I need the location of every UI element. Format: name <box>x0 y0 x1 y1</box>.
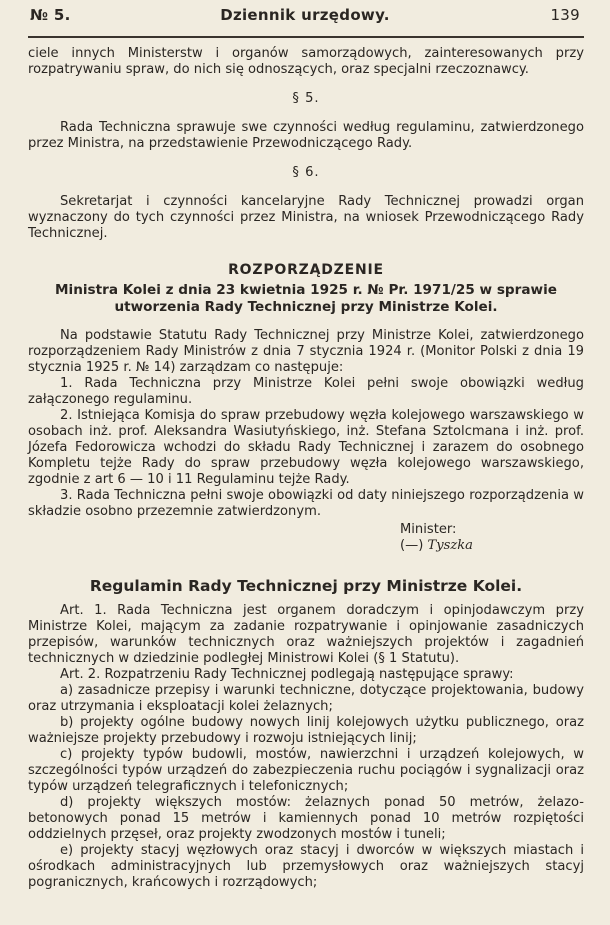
page-header <box>0 0 610 36</box>
publication-title: Dziennik urzędowy. <box>220 6 390 24</box>
signature <box>28 538 584 554</box>
regulations-title: Regulamin Rady Technicznej przy Ministrze Kolei. <box>89 577 523 595</box>
decree-point-1: 1. Rada Techniczna przy Ministrze Kolei pełni swoje obowiązki według załączonego regulaminu. <box>28 376 584 407</box>
decree-heading: ROZPORZĄDZENIE <box>228 262 384 278</box>
decree-subheading: Ministra Kolei z dnia 23 kwietnia 1925 r. № Pr. 1971/25 w sprawie utworzenia Rady Technicznej przy Ministrze Kolei. <box>55 282 557 315</box>
article-2: Art. 2. Rozpatrzeniu Rady Technicznej podlegają następujące sprawy: <box>60 667 514 682</box>
article-2-item-a: a) zasadnicze przepisy i warunki techniczne, dotyczące projektowania, budowy oraz utrzymania i eksploatacji kolei żelaznych; <box>28 683 584 714</box>
section-5-title: § 5. <box>292 91 320 106</box>
page-body <box>28 46 584 891</box>
section-5-text: Rada Techniczna sprawuje swe czynności według regulaminu, zatwierdzonego przez Ministra, na przedstawienie Przewodniczącego Rady. <box>28 120 584 151</box>
issue-number: № 5. <box>30 6 71 24</box>
signature-role: Minister: <box>400 522 457 537</box>
section-6-title: § 6. <box>292 165 320 180</box>
signature-name: Tyszka <box>427 538 473 553</box>
decree-point-3: 3. Rada Techniczna pełni swoje obowiązki od daty niniejszego rozporządzenia w składzie osobno przezemnie zatwierdzonym. <box>28 488 584 519</box>
section-6-text: Sekretarjat i czynności kancelaryjne Rady Technicznej prowadzi organ wyznaczony do tych czynności przez Ministra, na wniosek Przewodniczącego Rady Technicznej. <box>28 194 584 241</box>
header-rule <box>28 36 584 38</box>
page-number: 139 <box>550 6 580 24</box>
article-2-item-c: c) projekty typów budowli, mostów, nawierzchni i urządzeń kolejowych, w szczególności typów urządzeń do zabezpieczenia ruchu pociągów i sygnalizacji oraz typów urządzeń telegraficznych i telefonicznych; <box>28 747 584 794</box>
continuation-paragraph: ciele innych Ministerstw i organów samorządowych, zainteresowanych przy rozpatrywaniu spraw, do nich się odnoszących, oraz specjalni rzeczoznawcy. <box>28 46 584 77</box>
decree-preamble: Na podstawie Statutu Rady Technicznej przy Ministrze Kolei, zatwierdzonego rozporządzeniem Rady Ministrów z dnia 7 stycznia 1924 r. (Monitor Polski z dnia 19 stycznia 1925 r. № 14) zarządzam co następuje: <box>28 328 584 375</box>
decree-point-2: 2. Istniejąca Komisja do spraw przebudowy węzła kolejowego warszawskiego w osobach inż. prof. Aleksandra Wasiutyńskiego, inż. Stefana Sztolcmana i inż. prof. Józefa Fedorowicza wchodzi do składu Rady Technicznej i zarazem do osobnego Kompletu tejże Rady do spraw przebudowy węzła kolejowego warszawskiego, zgodnie z art 6 — 10 i 11 Regulaminu tejże Rady. <box>28 408 584 487</box>
article-2-item-b: b) projekty ogólne budowy nowych linij kolejowych użytku publicznego, oraz ważniejsze projekty przebudowy i rozwoju istniejących linij; <box>28 715 584 746</box>
article-1: Art. 1. Rada Techniczna jest organem doradczym i opinjodawczym przy Ministrze Kolei, mającym za zadanie rozpatrywanie i opinjowanie zasadniczych przepisów, warunków technicznych oraz ważniejszych projektów i zagadnień technicznych w dziedzinie podległej Ministrowi Kolei (§ 1 Statutu). <box>28 603 584 666</box>
article-2-item-e: e) projekty stacyj węzłowych oraz stacyj i dworców w większych miastach i ośrodkach administracyjnych lub przemysłowych oraz ważniejszych stacyj pogranicznych, krańcowych i rozrządowych; <box>28 843 584 890</box>
signature-prefix: (—) <box>400 538 424 553</box>
article-2-item-d: d) projekty większych mostów: żelaznych ponad 50 metrów, żelazo-betonowych ponad 15 metrów i kamiennych ponad 10 metrów rozpiętości oddzielnych przęseł, oraz projekty zwodzonych mostów i tuneli; <box>28 795 584 842</box>
